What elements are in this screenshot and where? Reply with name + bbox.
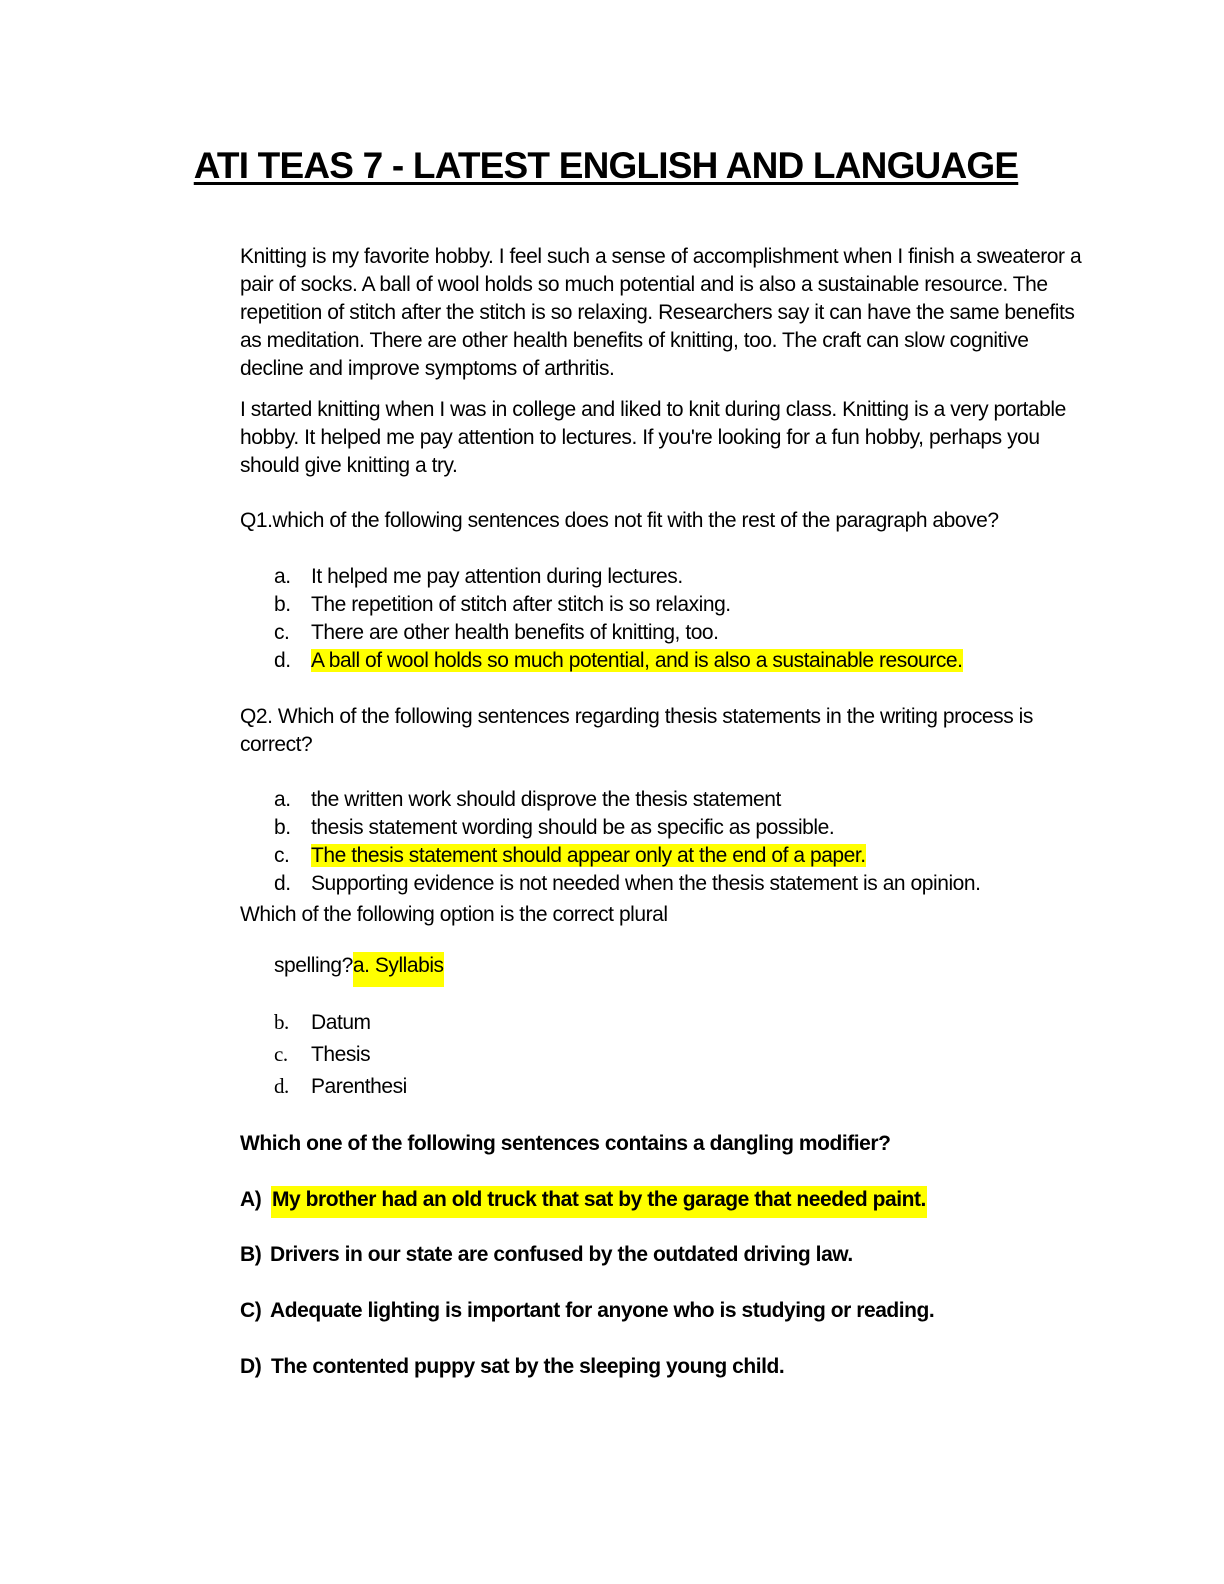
highlighted-answer: My brother had an old truck that sat by the garage that needed paint.: [271, 1186, 927, 1218]
list-item: C) Adequate lighting is important for anyone who is studying or reading.: [240, 1299, 935, 1322]
highlighted-answer: A ball of wool holds so much potential, and is also a sustainable resource.: [311, 649, 963, 672]
passage-paragraph-2: I started knitting when I was in college and liked to knit during class. Knitting is a very portable hobby. It helped me pay attention to lectures. If you're looking for a fun hobby, perhaps you should give knitting a try.: [240, 398, 1066, 477]
list-item: c. There are other health benefits of knitting, too.: [274, 621, 719, 644]
question-1-options: [274, 563, 963, 675]
list-item: d. Supporting evidence is not needed when the thesis statement is an opinion.: [274, 872, 981, 895]
list-item: d. A ball of wool holds so much potential, and is also a sustainable resource.: [274, 649, 963, 672]
list-item: a. the written work should disprove the thesis statement: [274, 788, 781, 811]
question-1: Q1.which of the following sentences does not fit with the rest of the paragraph above?: [240, 509, 999, 532]
question-3-line-1: Which of the following option is the correct plural: [240, 903, 668, 926]
list-item: b. The repetition of stitch after stitch is so relaxing.: [274, 593, 731, 616]
question-2-line-2: correct?: [240, 733, 313, 756]
question-3-line-2: spelling?a. Syllabis: [274, 952, 444, 987]
highlighted-answer: a. Syllabis: [353, 952, 444, 987]
list-item: d. Parenthesi: [274, 1074, 407, 1098]
question-3-options: [274, 1006, 407, 1102]
list-item: b. Datum: [274, 1010, 371, 1034]
list-item: b. thesis statement wording should be as specific as possible.: [274, 816, 835, 839]
question-2-options: [274, 786, 981, 898]
passage-paragraph-1: Knitting is my favorite hobby. I feel such a sense of accomplishment when I finish a sweateror a pair of socks. A ball of wool holds so much potential and is also a sustainable resource. The repetition of stitch after the stitch is so relaxing. Researchers say it can have the same benefits as meditation. There are other health benefits of knitting, too. The craft can slow cognitive decline and improve symptoms of arthritis.: [240, 245, 1082, 380]
highlighted-answer: The thesis statement should appear only at the end of a paper.: [311, 844, 866, 867]
list-item: A) My brother had an old truck that sat by the garage that needed paint.: [240, 1186, 927, 1218]
list-item: c. Thesis: [274, 1042, 371, 1066]
page-title: ATI TEAS 7 - LATEST ENGLISH AND LANGUAGE: [193, 145, 1019, 186]
list-item: B) Drivers in our state are confused by the outdated driving law.: [240, 1243, 853, 1266]
question-2-line-1: Q2. Which of the following sentences regarding thesis statements in the writing process is: [240, 705, 1033, 728]
list-item: D) The contented puppy sat by the sleeping young child.: [240, 1355, 785, 1378]
list-item: a. It helped me pay attention during lectures.: [274, 565, 683, 588]
list-item: c. The thesis statement should appear only at the end of a paper.: [274, 844, 866, 867]
question-4: Which one of the following sentences contains a dangling modifier?: [240, 1132, 891, 1155]
